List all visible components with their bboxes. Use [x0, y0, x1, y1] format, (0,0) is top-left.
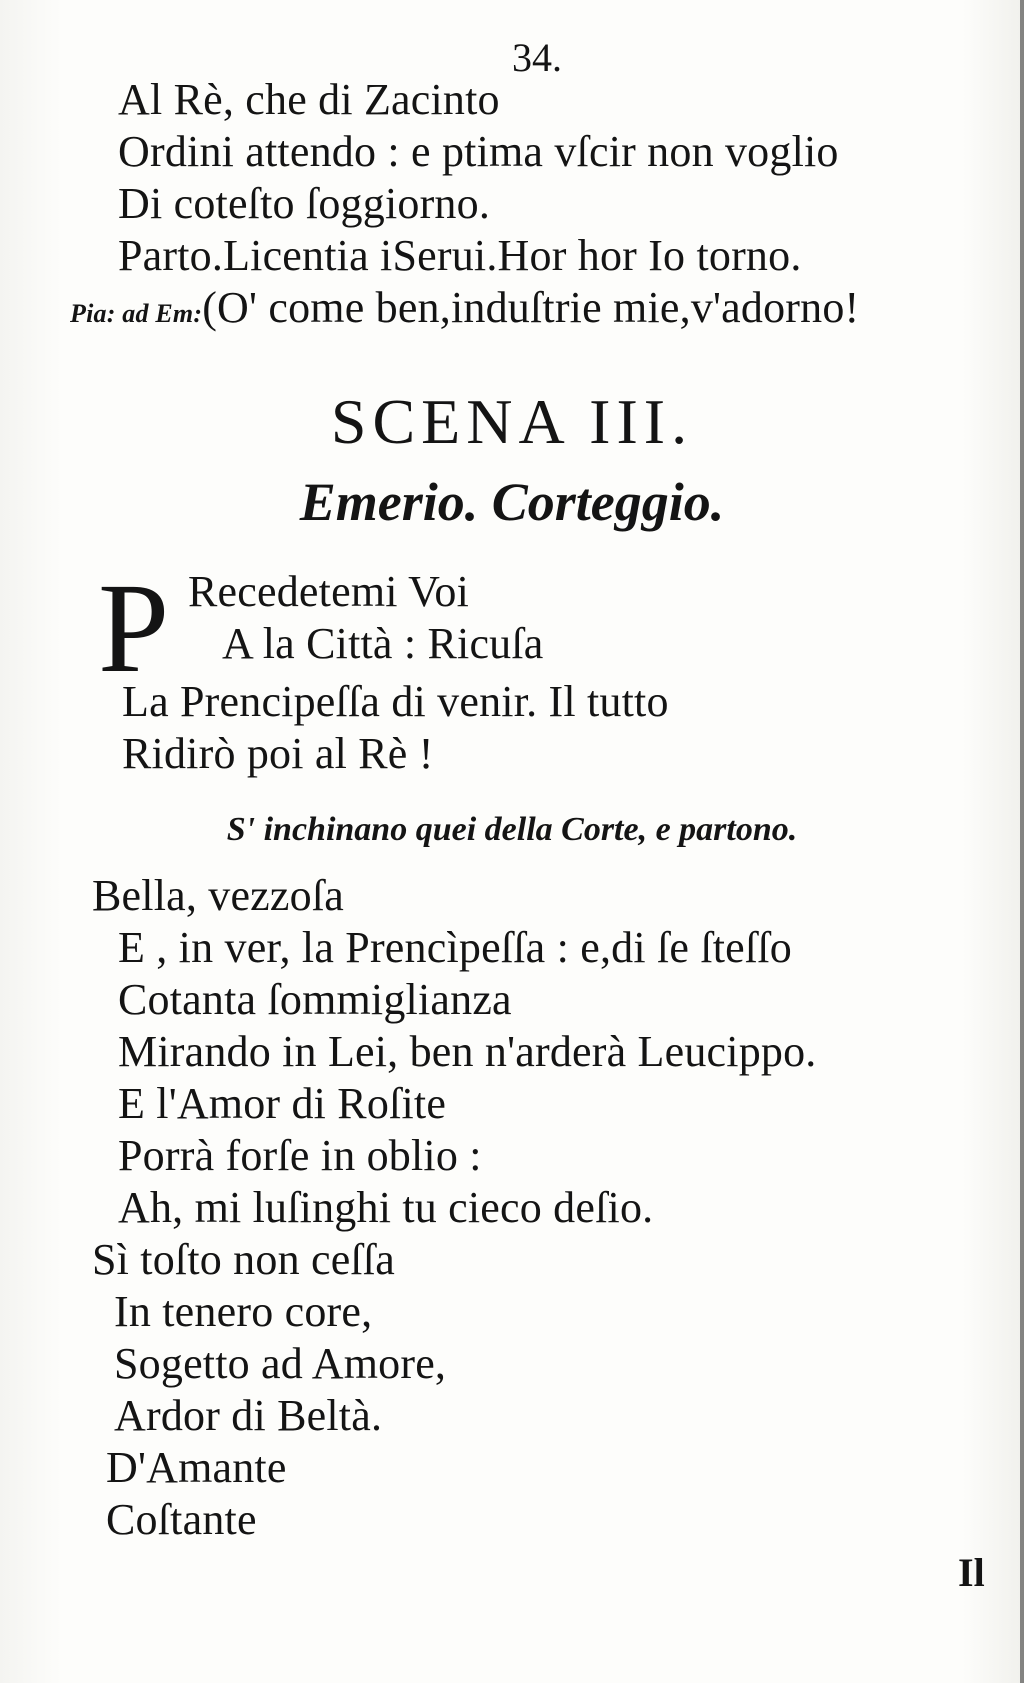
verse-line: Al Rè, che di Zacinto — [118, 75, 500, 124]
verse-line: Recedetemi Voi — [188, 567, 470, 616]
verse-line: La Prencipeſſa di venir. Il tutto — [122, 677, 669, 726]
verse-line: Cotanta ſommiglianza — [118, 975, 512, 1024]
scene-title: SCENA III. — [330, 386, 694, 457]
verse-line: Ordini attendo : e ptima vſcir non voglio — [118, 127, 839, 176]
verse-line: A la Città : Ricuſa — [222, 619, 544, 668]
verse-line: Ridirò poi al Rè ! — [122, 729, 434, 778]
drop-cap: P — [98, 557, 170, 699]
verse-line: Mirando in Lei, ben n'arderà Leucippo. — [118, 1027, 817, 1076]
verse-line: E , in ver, la Prencìpeſſa : e,di ſe ſteſſo — [118, 923, 792, 972]
verse-line: Coſtante — [106, 1495, 257, 1544]
speaker-text: (O' come ben,induſtrie mie,v'adorno! — [202, 283, 860, 332]
speaker-label: Pia: ad Em: — [70, 299, 203, 328]
catchword: Il — [958, 1550, 985, 1595]
verse-line: D'Amante — [106, 1443, 287, 1492]
scene-characters: Emerio. Corteggio. — [299, 472, 725, 532]
verse-line: Sì toſto non ceſſa — [92, 1235, 396, 1284]
speaker-verse-line — [70, 282, 859, 340]
verse-line: E l'Amor di Roſite — [118, 1079, 447, 1128]
stage-direction: S' inchinano quei della Corte, e partono. — [226, 811, 798, 848]
verse-line: Sogetto ad Amore, — [114, 1339, 447, 1388]
verse-line: Parto.Licentia iSerui.Hor hor Io torno. — [118, 231, 802, 280]
verse-line: Ardor di Beltà. — [114, 1391, 383, 1440]
verse-line: Bella, vezzoſa — [92, 871, 344, 920]
verse-line: Di coteſto ſoggiorno. — [118, 179, 491, 228]
verse-line: Ah, mi luſinghi tu cieco deſio. — [118, 1183, 654, 1232]
verse-line: Porrà forſe in oblio : — [118, 1131, 482, 1180]
page-number: 34. — [512, 35, 562, 80]
verse-line: In tenero core, — [114, 1287, 373, 1336]
